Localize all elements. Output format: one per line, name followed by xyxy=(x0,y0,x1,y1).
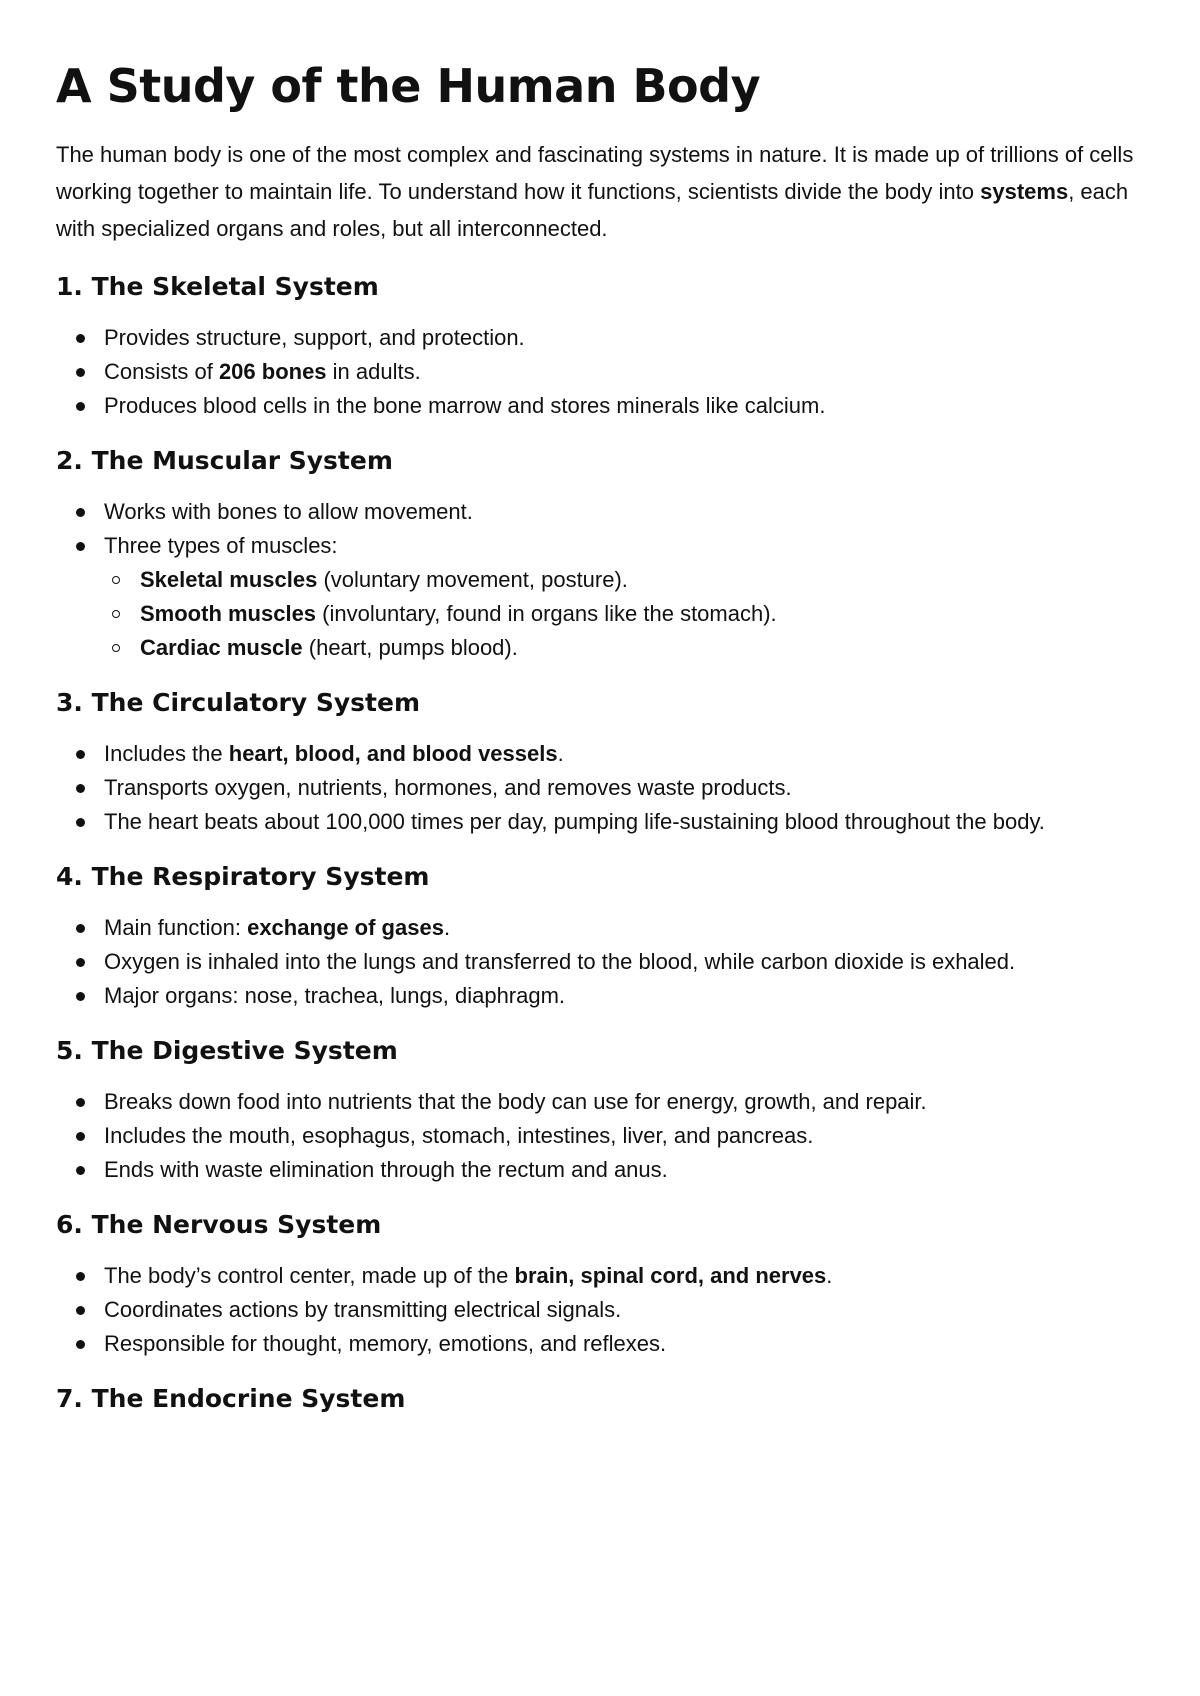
sub-list-item xyxy=(104,563,1146,597)
list-item xyxy=(56,355,1146,389)
list-item xyxy=(56,1119,1146,1153)
section-title: 7. The Endocrine System xyxy=(56,1384,406,1413)
sub-bullet-icon xyxy=(112,576,120,584)
list-item-text: Transports oxygen, nutrients, hormones, and removes waste products. xyxy=(104,775,792,800)
list-item xyxy=(56,389,1146,423)
list-item-text: The heart beats about 100,000 times per day, pumping life-sustaining blood throughout the body. xyxy=(104,809,1045,834)
list-item-bold: brain, spinal cord, and nerves xyxy=(514,1263,827,1288)
sub-list-item-text: (voluntary movement, posture). xyxy=(317,567,628,592)
sub-bullet-list xyxy=(104,563,1146,665)
list-item-text: Major organs: nose, trachea, lungs, diaphragm. xyxy=(104,983,566,1008)
bullet-icon xyxy=(76,818,85,827)
sub-bullet-icon xyxy=(112,644,120,652)
sub-list-item-bold: Cardiac muscle xyxy=(140,635,303,660)
intro-text-end: , each with specialized organs and roles, but all interconnected. xyxy=(56,179,1129,241)
bullet-icon xyxy=(76,508,85,517)
section-title: 3. The Circulatory System xyxy=(56,688,421,717)
bullet-icon xyxy=(76,992,85,1001)
list-item-text: Ends with waste elimination through the rectum and anus. xyxy=(104,1157,668,1182)
section-title: 1. The Skeletal System xyxy=(56,272,379,301)
bullet-icon xyxy=(76,542,85,551)
intro-text-start: The human body is one of the most complex and fascinating systems in nature. It is made up of trillions of cells working together to maintain life. To understand how it functions, scientists divide the body into xyxy=(56,142,1134,204)
bullet-icon xyxy=(76,1132,85,1141)
section-nervous-system xyxy=(56,1207,1146,1361)
intro-paragraph xyxy=(56,136,1146,247)
list-item-bold: 206 bones xyxy=(218,359,327,384)
bullet-icon xyxy=(76,368,85,377)
list-item xyxy=(56,771,1146,805)
list-item xyxy=(56,1293,1146,1327)
list-item-text: Three types of muscles: xyxy=(104,533,338,558)
list-item-text-start: Main function: xyxy=(104,915,248,940)
section-skeletal-system xyxy=(56,269,1146,423)
bullet-list xyxy=(56,911,1146,1013)
list-item xyxy=(56,529,1146,665)
sub-list-item-text: (involuntary, found in organs like the stomach). xyxy=(316,601,777,626)
list-item-text-end: . xyxy=(443,915,451,940)
list-item-text: Provides structure, support, and protection. xyxy=(104,325,525,350)
bullet-icon xyxy=(76,1306,85,1315)
list-item-text-start: The body’s control center, made up of the xyxy=(104,1263,515,1288)
section-title: 5. The Digestive System xyxy=(56,1036,398,1065)
list-item xyxy=(56,805,1146,839)
bullet-list xyxy=(56,1259,1146,1361)
section-title: 4. The Respiratory System xyxy=(56,862,430,891)
bullet-list xyxy=(56,1085,1146,1187)
list-item xyxy=(56,321,1146,355)
section-circulatory-system xyxy=(56,685,1146,839)
list-item xyxy=(56,1327,1146,1361)
bullet-icon xyxy=(76,1272,85,1281)
list-item xyxy=(56,495,1146,529)
bullet-icon xyxy=(76,958,85,967)
list-item-text: Responsible for thought, memory, emotions, and reflexes. xyxy=(104,1331,667,1356)
sub-list-item xyxy=(104,597,1146,631)
list-item-text: Oxygen is inhaled into the lungs and transferred to the blood, while carbon dioxide is exhaled. xyxy=(104,949,1016,974)
bullet-icon xyxy=(76,334,85,343)
list-item xyxy=(56,979,1146,1013)
sub-list-item-bold: Smooth muscles xyxy=(140,601,317,626)
list-item-text-start: Consists of xyxy=(104,359,219,384)
list-item xyxy=(56,1153,1146,1187)
section-endocrine-system xyxy=(56,1381,1146,1417)
list-item-text-end: in adults. xyxy=(326,359,421,384)
bullet-icon xyxy=(76,402,85,411)
bullet-list xyxy=(56,737,1146,839)
sub-list-item-bold: Skeletal muscles xyxy=(140,567,318,592)
bullet-icon xyxy=(76,924,85,933)
bullet-list xyxy=(56,321,1146,423)
section-title: 6. The Nervous System xyxy=(56,1210,382,1239)
bullet-icon xyxy=(76,1340,85,1349)
list-item-text: Coordinates actions by transmitting electrical signals. xyxy=(104,1297,622,1322)
section-title: 2. The Muscular System xyxy=(56,446,393,475)
list-item xyxy=(56,945,1146,979)
list-item xyxy=(56,737,1146,771)
bullet-icon xyxy=(76,750,85,759)
bullet-icon xyxy=(76,1166,85,1175)
section-muscular-system xyxy=(56,443,1146,665)
list-item-text: Produces blood cells in the bone marrow and stores minerals like calcium. xyxy=(104,393,826,418)
list-item-text: Includes the mouth, esophagus, stomach, intestines, liver, and pancreas. xyxy=(104,1123,814,1148)
document-page xyxy=(56,56,1146,1433)
bullet-icon xyxy=(76,784,85,793)
list-item-text: Works with bones to allow movement. xyxy=(104,499,473,524)
sub-list-item-text: (heart, pumps blood). xyxy=(302,635,518,660)
document-title: A Study of the Human Body xyxy=(56,59,761,113)
section-respiratory-system xyxy=(56,859,1146,1013)
bullet-list xyxy=(56,495,1146,665)
section-digestive-system xyxy=(56,1033,1146,1187)
sub-bullet-icon xyxy=(112,610,120,618)
sub-list-item xyxy=(104,631,1146,665)
list-item xyxy=(56,1259,1146,1293)
list-item-bold: heart, blood, and blood vessels xyxy=(228,741,558,766)
list-item xyxy=(56,1085,1146,1119)
intro-bold-systems: systems xyxy=(980,179,1069,204)
list-item-text-start: Includes the xyxy=(104,741,229,766)
list-item-text-end: . xyxy=(557,741,564,766)
list-item-bold: exchange of gases xyxy=(247,915,444,940)
list-item-text-end: . xyxy=(826,1263,833,1288)
list-item xyxy=(56,911,1146,945)
bullet-icon xyxy=(76,1098,85,1107)
list-item-text: Breaks down food into nutrients that the body can use for energy, growth, and repair. xyxy=(104,1089,927,1114)
